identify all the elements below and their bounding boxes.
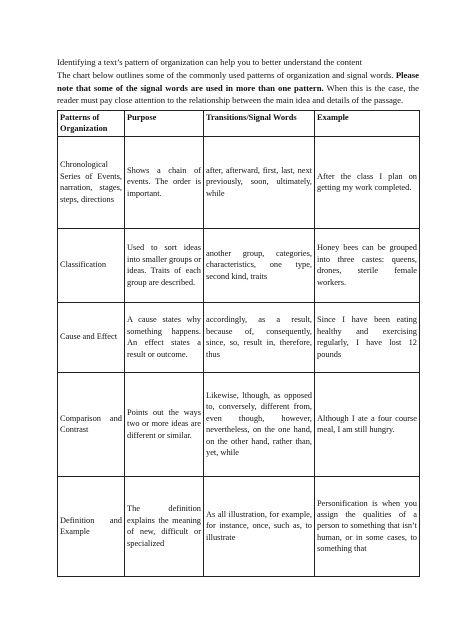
intro-line-2-end: When this is the case, the reader must pay close attention to the relationship between the main idea and details of the passage. [57,82,419,106]
purpose-cell: A cause states why something happens. An effect states a result or outcome. [125,302,204,372]
signals-cell: after, afterward, first, last, next previously, soon, ultimately, while [204,136,315,228]
patterns-table [57,110,420,577]
pattern-cell: Comparison and Contrast [58,372,125,476]
example-cell: Honey bees can be grouped into three castes: queens, drones, sterile female workers. [315,228,420,302]
intro-line-2-start: The chart below outlines some of the commonly used patterns of organization and signal words. [57,70,396,81]
header-purpose: Purpose [125,110,204,136]
purpose-cell: Shows a chain of events. The order is important. [125,136,204,228]
purpose-cell: Used to sort ideas into smaller groups or ideas. Traits of each group are described. [125,228,204,302]
intro-line-1: Identifying a text’s pattern of organization can help you to better understand the content [57,57,363,67]
table-row [58,136,420,228]
example-cell: Since I have been eating healthy and exercising regularly, I have lost 12 pounds [315,302,420,372]
document-page [57,56,419,577]
intro-bold-note: Please note that some of the signal words are used in more than one pattern. [57,70,419,93]
example-cell: After the class I plan on getting my work completed. [315,136,420,228]
intro-paragraph [57,69,419,106]
table-row [58,372,420,476]
purpose-cell: The definition explains the meaning of new, difficult or specialized [125,476,204,576]
signals-cell: Likewise, lthough, as opposed to, conversely, different from, even though, however, nevertheless, on the one hand, on the other hand, rather than, yet, while [204,372,315,476]
pattern-cell: Chronological Series of Events, narration, stages, steps, directions [58,136,125,228]
table-row [58,302,420,372]
table-row [58,476,420,576]
header-row [58,110,420,136]
header-patterns: Patterns of Organization [58,110,125,136]
header-example: Example [315,110,420,136]
pattern-cell: Definition and Example [58,476,125,576]
header-signals: Transitions/Signal Words [204,110,315,136]
example-cell: Although I ate a four course meal, I am still hungry. [315,372,420,476]
signals-cell: accordingly, as a result, because of, consequently, since, so, result in, therefore, thus [204,302,315,372]
intro-text [57,56,419,107]
example-cell: Personification is when you assign the qualities of a person to something that isn’t human, or in some cases, to something that [315,476,420,576]
table-row [58,228,420,302]
pattern-cell: Cause and Effect [58,302,125,372]
pattern-cell: Classification [58,228,125,302]
signals-cell: another group, categories, characteristics, one type, second kind, traits [204,228,315,302]
purpose-cell: Points out the ways two or more ideas are different or similar. [125,372,204,476]
signals-cell: As all illustration, for example, for instance, once, such as, to illustrate [204,476,315,576]
